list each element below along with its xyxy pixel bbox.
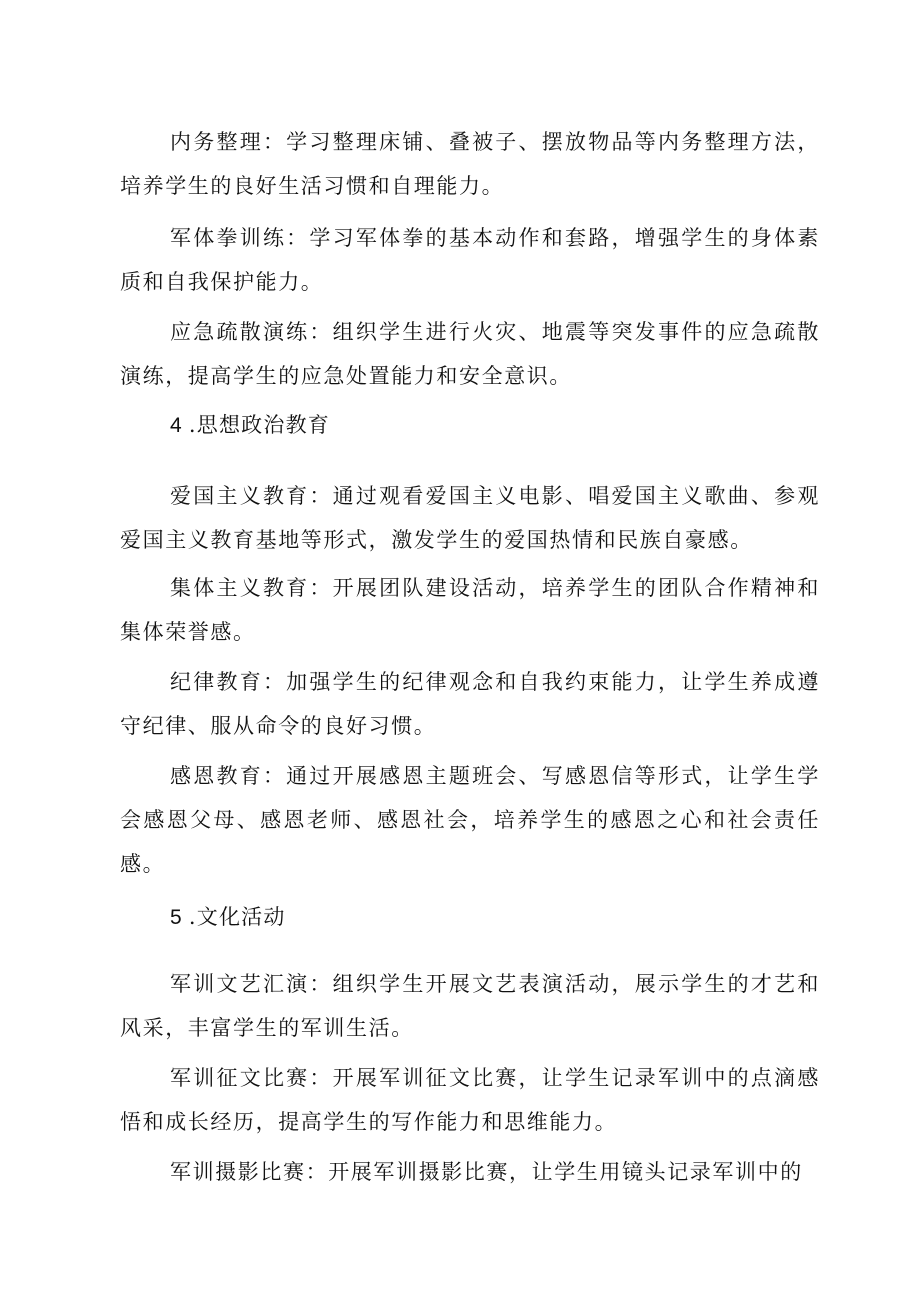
paragraph-essay-contest: 军训征文比赛：开展军训征文比赛，让学生记录军训中的点滴感悟和成长经历，提高学生的写作能力和思维能力。 xyxy=(120,1066,820,1134)
paragraph-gratitude: 感恩教育：通过开展感恩主题班会、写感恩信等形式，让学生学会感恩父母、感恩老师、感恩社会，培养学生的感恩之心和社会责任感。 xyxy=(120,764,820,876)
paragraph-patriotism: 爱国主义教育：通过观看爱国主义电影、唱爱国主义歌曲、参观爱国主义教育基地等形式，激发学生的爱国热情和民族自豪感。 xyxy=(120,484,820,552)
paragraph-housekeeping: 内务整理：学习整理床铺、叠被子、摆放物品等内务整理方法，培养学生的良好生活习惯和自理能力。 xyxy=(120,130,820,198)
paragraph-photo-contest: 军训摄影比赛：开展军训摄影比赛，让学生用镜头记录军训中的 xyxy=(170,1160,803,1184)
section-heading-5 xyxy=(170,895,286,940)
section-number: 5 xyxy=(170,906,183,929)
section-heading-4 xyxy=(170,403,330,448)
paragraph-military-boxing: 军体拳训练：学习军体拳的基本动作和套路，增强学生的身体素质和自我保护能力。 xyxy=(120,226,820,294)
section-title: .文化活动 xyxy=(188,905,286,929)
paragraph-art-performance: 军训文艺汇演：组织学生开展文艺表演活动，展示学生的才艺和风采，丰富学生的军训生活。 xyxy=(120,972,820,1040)
section-number: 4 xyxy=(170,414,183,437)
paragraph-emergency-drill: 应急疏散演练：组织学生进行火灾、地震等突发事件的应急疏散演练，提高学生的应急处置能力和安全意识。 xyxy=(120,320,820,388)
paragraph-discipline: 纪律教育：加强学生的纪律观念和自我约束能力，让学生养成遵守纪律、服从命令的良好习惯。 xyxy=(120,670,820,738)
section-title: .思想政治教育 xyxy=(188,413,330,437)
paragraph-collectivism: 集体主义教育：开展团队建设活动，培养学生的团队合作精神和集体荣誉感。 xyxy=(120,576,820,644)
